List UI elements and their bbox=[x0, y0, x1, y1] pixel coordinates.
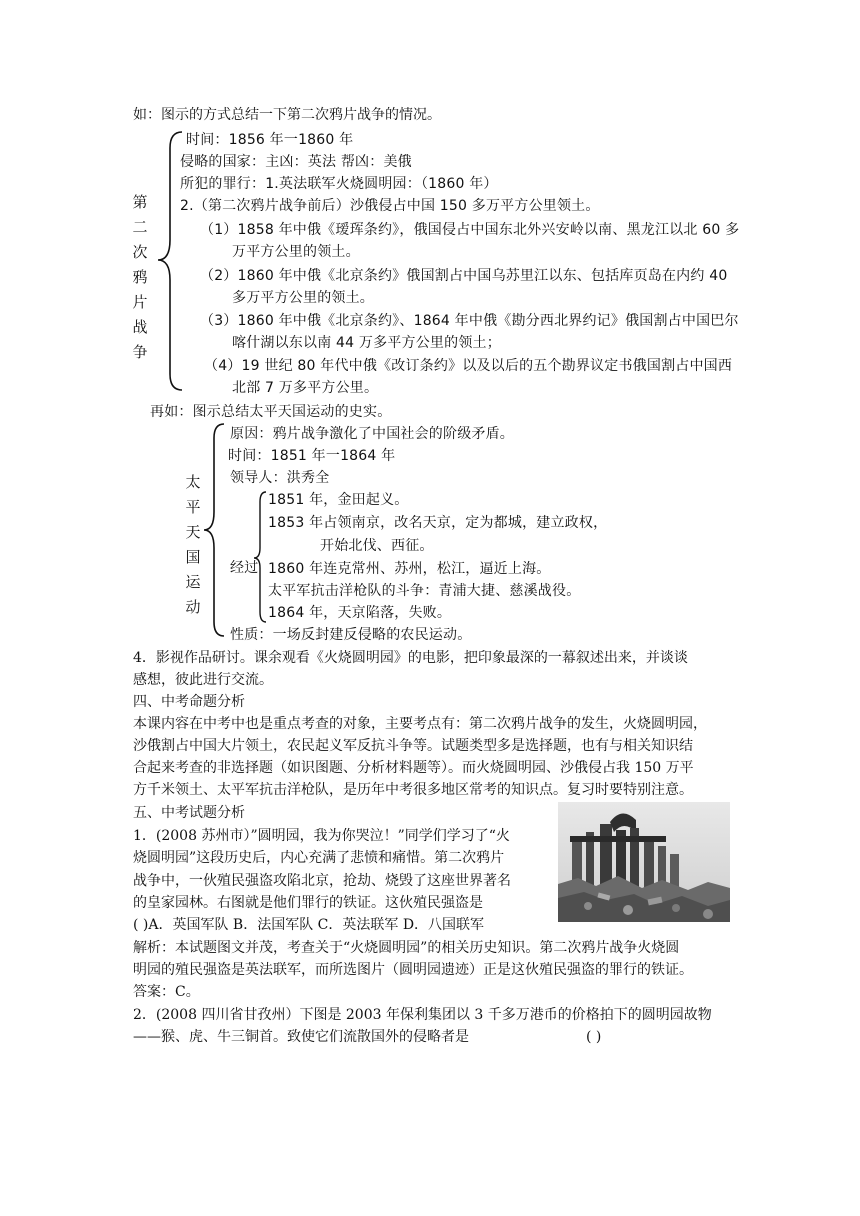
war2-invaders: 侵略的国家：主凶：英法 帮凶：美俄 bbox=[180, 154, 412, 170]
question-1-options: ( )A．英国军队 B．法国军队 C．英法联军 D．八国联军 bbox=[133, 917, 485, 933]
heading-exam-questions: 五、中考试题分析 bbox=[133, 805, 245, 821]
heading-exam-analysis: 四、中考命题分析 bbox=[133, 694, 245, 710]
taiping-process-label: 经过 bbox=[230, 560, 259, 576]
war2-item-3b: 喀什湖以东以南 44 万多平方公里的领土； bbox=[232, 335, 501, 351]
analysis-line-2: 沙俄割占中国大片领土，农民起义军反抗斗争等。试题类型多是选择题，也有与相关知识结 bbox=[133, 738, 693, 754]
question-2-line-b: ——猴、虎、牛三铜首。致使它们流散国外的侵略者是 bbox=[133, 1029, 469, 1045]
war2-crime-2: 2.（第二次鸦片战争前后）沙俄侵占中国 150 多万平方公里领土。 bbox=[180, 198, 600, 214]
question-1-line-d: 的皇家园林。右图就是他们罪行的铁证。这伙殖民强盗是 bbox=[133, 895, 483, 911]
taiping-process-4: 1860 年连克常州、苏州，松江，逼近上海。 bbox=[268, 561, 551, 577]
taiping-process-2: 1853 年占领南京，改名天京，定为都城，建立政权， bbox=[268, 515, 608, 531]
taiping-leader: 领导人：洪秀全 bbox=[230, 470, 330, 486]
taiping-process-6: 1864 年，天京陷落，失败。 bbox=[268, 605, 452, 621]
intro-line-1: 如：图示的方式总结一下第二次鸦片战争的情况。 bbox=[133, 107, 441, 123]
yuanmingyuan-ruins-photo bbox=[558, 802, 730, 922]
war2-item-1b: 万平方公里的领土。 bbox=[232, 244, 360, 260]
war2-item-2b: 多万平方公里的领土。 bbox=[232, 290, 374, 306]
war2-time: 时间：1856 年一1860 年 bbox=[186, 132, 354, 148]
war2-item-3a: （3）1860 年中俄《北京条约》、1864 年中俄《勘分西北界约记》俄国割占中国巴尔 bbox=[200, 313, 739, 329]
taiping-cause: 原因：鸦片战争激化了中国社会的阶级矛盾。 bbox=[230, 426, 514, 442]
taiping-process-3: 开始北伐、西征。 bbox=[320, 538, 434, 554]
question-2-line-a: 2．(2008 四川省甘孜州）下图是 2003 年保利集团以 3 千多万港币的价格拍下的圆明园故物 bbox=[133, 1007, 712, 1023]
war2-crimes: 所犯的罪行：1.英法联军火烧圆明园：（1860 年） bbox=[180, 176, 498, 192]
war2-item-4b: 北部 7 万多平方公里。 bbox=[232, 380, 379, 396]
taiping-vertical-title: 太平天国运动 bbox=[185, 473, 201, 616]
intro-line-2: 再如：图示总结太平天国运动的史实。 bbox=[150, 404, 392, 420]
question-2-blank: ( ) bbox=[586, 1029, 602, 1045]
taiping-brace bbox=[200, 422, 230, 638]
taiping-process-1: 1851 年，金田起义。 bbox=[268, 492, 409, 508]
taiping-nature: 性质：一场反封建反侵略的农民运动。 bbox=[230, 627, 472, 643]
answer-1-line-a: 解析：本试题图文并茂，考查关于“火烧圆明园”的相关历史知识。第二次鸦片战争火烧圆 bbox=[133, 940, 680, 956]
analysis-line-1: 本课内容在中考中也是重点考查的对象，主要考点有：第二次鸦片战争的发生，火烧圆明园， bbox=[133, 716, 707, 732]
analysis-line-4: 方千米领土、太平军抗击洋枪队，是历年中考很多地区常考的知识点。复习时要特别注意。 bbox=[133, 782, 693, 798]
war2-vertical-title: 第二次鸦片战争 bbox=[132, 193, 148, 361]
analysis-line-3: 合起来考查的非选择题（如识图题、分析材料题等）。而火烧圆明园、沙俄侵占我 150 万平 bbox=[133, 760, 694, 776]
section-4-line-a: 4．影视作品研讨。课余观看《火烧圆明园》的电影，把印象最深的一幕叙述出来，并谈谈 bbox=[133, 650, 688, 666]
section-4-line-b: 感想，彼此进行交流。 bbox=[133, 672, 273, 688]
taiping-time: 时间：1851 年一1864 年 bbox=[228, 448, 396, 464]
question-1-line-a: 1．(2008 苏州市）”圆明园，我为你哭泣！”同学们学习了“火 bbox=[133, 828, 510, 844]
question-1-line-c: 战争中，一伙殖民强盗攻陷北京，抢劫、烧毁了这座世界著名 bbox=[133, 873, 511, 889]
taiping-process-5: 太平军抗击洋枪队的斗争：青浦大捷、慈溪战役。 bbox=[268, 583, 581, 599]
war2-item-4a: （4）19 世纪 80 年代中俄《改订条约》以及以后的五个勘界议定书俄国割占中国西 bbox=[204, 358, 733, 374]
answer-1-line-c: 答案：C。 bbox=[133, 984, 200, 1000]
answer-1-line-b: 明园的殖民强盗是英法联军，而所选图片（圆明园遗迹）正是这伙殖民强盗的罪行的铁证。 bbox=[133, 962, 693, 978]
question-1-line-b: 烧圆明园”这段历史后，内心充满了悲愤和痛惜。第二次鸦片 bbox=[133, 850, 505, 866]
war2-item-2a: （2）1860 年中俄《北京条约》俄国割占中国乌苏里江以东、包括库页岛在内约 40 bbox=[200, 268, 728, 284]
war2-item-1a: （1）1858 年中俄《瑷珲条约》，俄国侵占中国东北外兴安岭以南、黑龙江以北 60 多 bbox=[200, 222, 740, 238]
